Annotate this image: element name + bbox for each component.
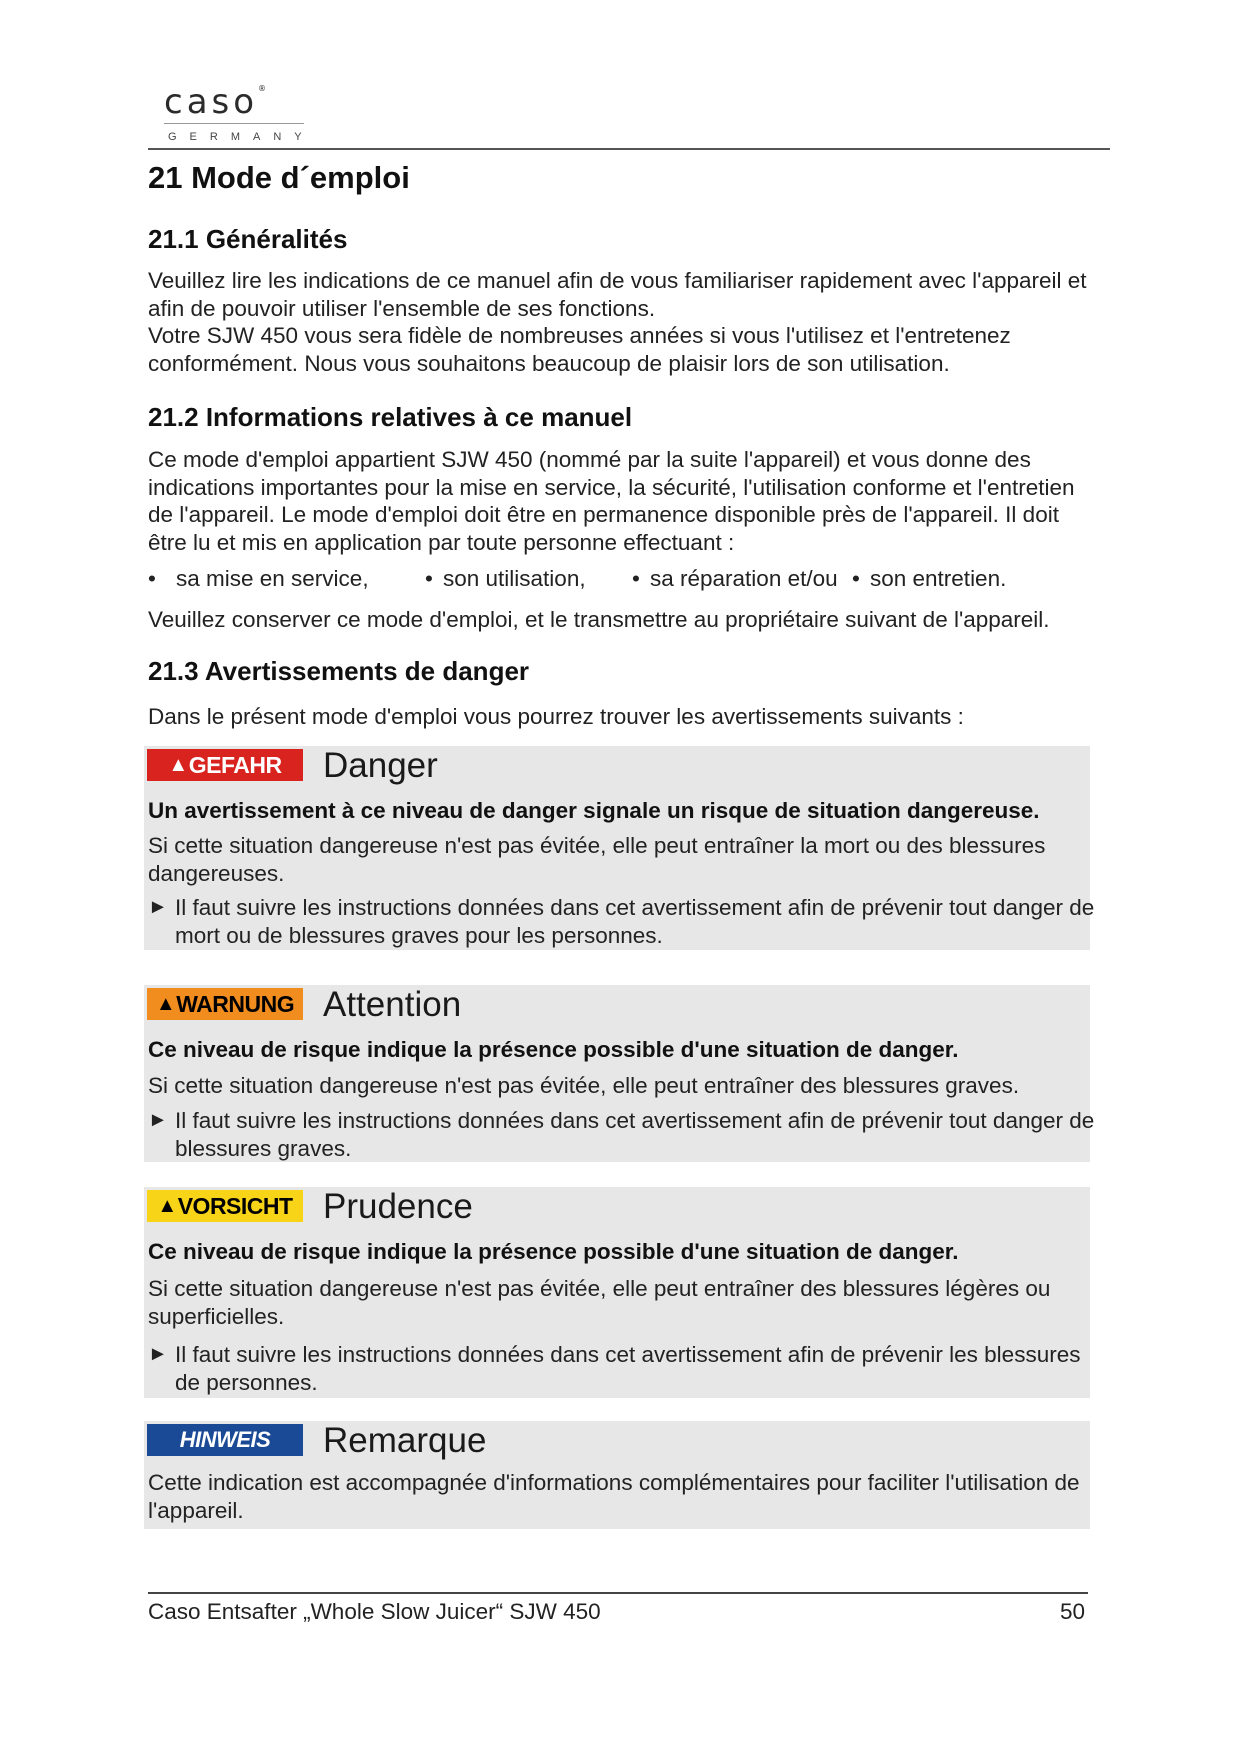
section-heading-informations: 21.2 Informations relatives à ce manuel	[148, 402, 633, 432]
warning-bold-statement: Un avertissement à ce niveau de danger signale un risque de situation dangereuse.	[148, 798, 1040, 823]
informations-body: Ce mode d'emploi appartient SJW 450 (nommé par la suite l'appareil) et vous donne des indications importantes pour la mise en service, la sécurité, l'utilisation conforme et l'entretien de l'appareil. Le mode d'emploi doit être en permanence disponible près de l'appareil. Il doit être lu et mis en application par toute personne effectuant :	[148, 447, 1075, 555]
warning-consequence: Si cette situation dangereuse n'est pas évitée, elle peut entraîner la mort ou des blessures dangereuses.	[148, 833, 1046, 886]
generalites-body	[148, 267, 1098, 377]
warning-title: Attention	[323, 985, 462, 1024]
warning-action: ► Il faut suivre les instructions données dans cet avertissement afin de prévenir tout danger de mort ou de blessures graves pour les personnes.	[148, 895, 1095, 948]
remark-title: Remarque	[323, 1421, 487, 1460]
bullet-dot-icon: •	[632, 566, 640, 591]
warning-bold-statement: Ce niveau de risque indique la présence possible d'une situation de danger.	[148, 1239, 959, 1264]
logo-divider	[164, 123, 304, 124]
informations-closing: Veuillez conserver ce mode d'emploi, et le transmettre au propriétaire suivant de l'appareil.	[148, 607, 1050, 632]
warning-action: ► Il faut suivre les instructions données dans cet avertissement afin de prévenir les blessures de personnes.	[148, 1342, 1081, 1395]
arrow-right-icon: ►	[148, 1109, 168, 1131]
caso-logo	[148, 60, 315, 150]
warning-box-prudence	[144, 1187, 1090, 1398]
section-heading-avertissements: 21.3 Avertissements de danger	[148, 656, 530, 686]
warning-triangle-icon: ▲	[157, 1194, 177, 1217]
warning-title: Danger	[323, 746, 438, 785]
vorsicht-badge: ▲ VORSICHT	[147, 1190, 303, 1222]
logo-wordmark: caso	[164, 82, 259, 122]
page-number: 50	[1060, 1599, 1086, 1624]
chapter-title: 21 Mode d´emploi	[148, 160, 410, 195]
warning-box-danger	[144, 746, 1095, 950]
footer-rule	[148, 1592, 1088, 1594]
generalites-line-2: Votre SJW 450 vous sera fidèle de nombreuses années si vous l'utilisez et l'entretenez conformément. Nous vous souhaitons beaucoup de plaisir lors de son utilisation.	[148, 323, 1011, 376]
warning-action: ► Il faut suivre les instructions données dans cet avertissement afin de prévenir tout danger de blessures graves.	[148, 1108, 1095, 1161]
bullet-dot-icon: •	[425, 566, 433, 591]
registered-mark: ®	[258, 84, 267, 93]
remark-box	[144, 1421, 1090, 1529]
logo-tagline: GERMANY	[168, 131, 315, 143]
remark-text: Cette indication est accompagnée d'informations complémentaires pour faciliter l'utilisation de l'appareil.	[148, 1470, 1080, 1523]
list-item: sa mise en service,	[176, 566, 369, 591]
section-heading-generalites: 21.1 Généralités	[148, 224, 348, 254]
warning-triangle-icon: ▲	[155, 992, 176, 1015]
warning-triangle-icon: ▲	[168, 753, 188, 776]
arrow-right-icon: ►	[148, 896, 168, 918]
arrow-right-icon: ►	[148, 1343, 168, 1365]
list-item: sa réparation et/ou	[650, 566, 838, 591]
list-item: son utilisation,	[443, 566, 586, 591]
gefahr-badge: ▲ GEFAHR	[147, 749, 303, 781]
warning-title: Prudence	[323, 1187, 473, 1226]
bullet-dot-icon: •	[148, 566, 156, 591]
generalites-line-1: Veuillez lire les indications de ce manuel afin de vous familiariser rapidement avec l'appareil et afin de pouvoir utiliser l'ensemble de ses fonctions.	[148, 268, 1087, 321]
list-item: son entretien.	[870, 566, 1007, 591]
warning-bold-statement: Ce niveau de risque indique la présence possible d'une situation de danger.	[148, 1037, 959, 1062]
hinweis-badge: HINWEIS	[147, 1424, 303, 1456]
warnung-badge: ▲ WARNUNG	[147, 988, 303, 1020]
avertissements-intro: Dans le présent mode d'emploi vous pourrez trouver les avertissements suivants :	[148, 704, 964, 729]
warning-consequence: Si cette situation dangereuse n'est pas évitée, elle peut entraîner des blessures légères ou superficielles.	[148, 1276, 1051, 1329]
bullet-dot-icon: •	[852, 566, 860, 591]
header-rule	[148, 148, 1110, 150]
warning-consequence: Si cette situation dangereuse n'est pas évitée, elle peut entraîner des blessures graves.	[148, 1073, 1020, 1098]
footer-title: Caso Entsafter „Whole Slow Juicer“ SJW 450	[148, 1599, 601, 1624]
warning-box-attention	[144, 985, 1095, 1162]
